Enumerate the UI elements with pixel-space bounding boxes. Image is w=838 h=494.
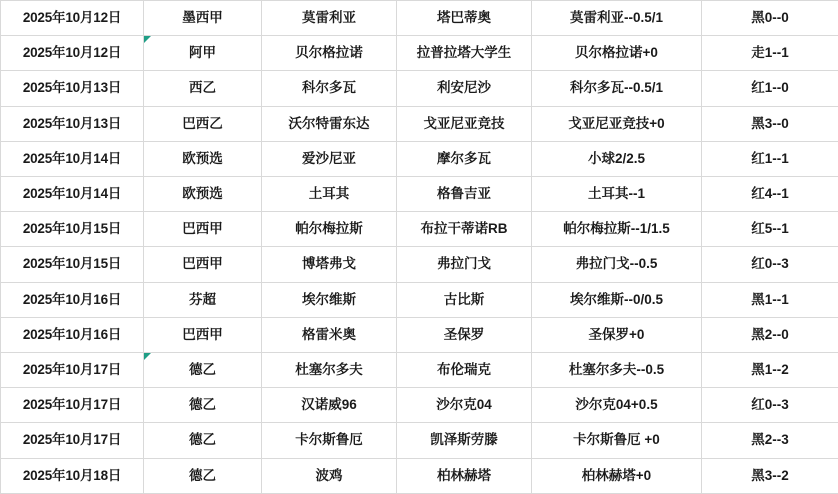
handicap-pick: 贝尔格拉诺+0 [532, 36, 702, 71]
table-row [1, 353, 838, 388]
handicap-pick: 杜塞尔多夫--0.5 [532, 353, 702, 388]
match-result: 黑2--0 [702, 317, 838, 352]
match-date: 2025年10月14日 [1, 177, 144, 212]
match-result: 黑2--3 [702, 423, 838, 458]
home-team: 科尔多瓦 [262, 71, 397, 106]
handicap-pick: 圣保罗+0 [532, 317, 702, 352]
match-date: 2025年10月12日 [1, 1, 144, 36]
away-team: 圣保罗 [397, 317, 532, 352]
handicap-pick: 柏林赫塔+0 [532, 458, 702, 493]
handicap-pick: 卡尔斯鲁厄 +0 [532, 423, 702, 458]
table-row [1, 141, 838, 176]
match-result: 走1--1 [702, 36, 838, 71]
league-name: 欧预选 [144, 177, 262, 212]
match-result: 红0--3 [702, 388, 838, 423]
match-date: 2025年10月17日 [1, 353, 144, 388]
home-team: 卡尔斯鲁厄 [262, 423, 397, 458]
match-date: 2025年10月12日 [1, 36, 144, 71]
handicap-pick: 帕尔梅拉斯--1/1.5 [532, 212, 702, 247]
handicap-pick: 莫雷利亚--0.5/1 [532, 1, 702, 36]
away-team: 凯泽斯劳滕 [397, 423, 532, 458]
handicap-pick: 埃尔维斯--0/0.5 [532, 282, 702, 317]
league-name: 巴西乙 [144, 106, 262, 141]
away-team: 戈亚尼亚竞技 [397, 106, 532, 141]
match-date: 2025年10月15日 [1, 212, 144, 247]
handicap-pick: 沙尔克04+0.5 [532, 388, 702, 423]
match-result: 黑1--2 [702, 353, 838, 388]
home-team: 汉诺威96 [262, 388, 397, 423]
home-team: 埃尔维斯 [262, 282, 397, 317]
match-date: 2025年10月16日 [1, 282, 144, 317]
match-date: 2025年10月13日 [1, 71, 144, 106]
match-date: 2025年10月15日 [1, 247, 144, 282]
league-name: 西乙 [144, 71, 262, 106]
match-date: 2025年10月17日 [1, 423, 144, 458]
league-name: 芬超 [144, 282, 262, 317]
away-team: 柏林赫塔 [397, 458, 532, 493]
match-result: 红4--1 [702, 177, 838, 212]
handicap-pick: 戈亚尼亚竞技+0 [532, 106, 702, 141]
away-team: 塔巴蒂奥 [397, 1, 532, 36]
table-row [1, 282, 838, 317]
away-team: 摩尔多瓦 [397, 141, 532, 176]
home-team: 杜塞尔多夫 [262, 353, 397, 388]
home-team: 土耳其 [262, 177, 397, 212]
match-date: 2025年10月13日 [1, 106, 144, 141]
match-date: 2025年10月17日 [1, 388, 144, 423]
table-row [1, 36, 838, 71]
match-date: 2025年10月14日 [1, 141, 144, 176]
league-name: 德乙 [144, 388, 262, 423]
away-team: 古比斯 [397, 282, 532, 317]
table-body [1, 1, 838, 494]
handicap-pick: 小球2/2.5 [532, 141, 702, 176]
table-row [1, 71, 838, 106]
table-row [1, 388, 838, 423]
league-name: 德乙 [144, 353, 262, 388]
league-name: 欧预选 [144, 141, 262, 176]
league-name: 巴西甲 [144, 212, 262, 247]
table-row [1, 317, 838, 352]
league-name: 德乙 [144, 458, 262, 493]
league-name: 巴西甲 [144, 247, 262, 282]
handicap-pick: 土耳其--1 [532, 177, 702, 212]
match-result: 黑3--2 [702, 458, 838, 493]
table-row [1, 106, 838, 141]
table-row [1, 458, 838, 493]
away-team: 布伦瑞克 [397, 353, 532, 388]
league-name: 德乙 [144, 423, 262, 458]
match-date: 2025年10月16日 [1, 317, 144, 352]
away-team: 布拉干蒂诺RB [397, 212, 532, 247]
match-result: 红5--1 [702, 212, 838, 247]
table-row [1, 1, 838, 36]
match-date: 2025年10月18日 [1, 458, 144, 493]
home-team: 莫雷利亚 [262, 1, 397, 36]
table-row [1, 247, 838, 282]
match-result: 黑1--1 [702, 282, 838, 317]
home-team: 贝尔格拉诺 [262, 36, 397, 71]
match-result: 红1--1 [702, 141, 838, 176]
away-team: 利安尼沙 [397, 71, 532, 106]
match-result: 黑0--0 [702, 1, 838, 36]
match-result: 红1--0 [702, 71, 838, 106]
match-result: 黑3--0 [702, 106, 838, 141]
league-name: 巴西甲 [144, 317, 262, 352]
away-team: 沙尔克04 [397, 388, 532, 423]
home-team: 格雷米奥 [262, 317, 397, 352]
league-name: 阿甲 [144, 36, 262, 71]
handicap-pick: 弗拉门戈--0.5 [532, 247, 702, 282]
handicap-pick: 科尔多瓦--0.5/1 [532, 71, 702, 106]
league-name: 墨西甲 [144, 1, 262, 36]
home-team: 爱沙尼亚 [262, 141, 397, 176]
home-team: 波鸡 [262, 458, 397, 493]
table-row [1, 423, 838, 458]
table-row [1, 212, 838, 247]
home-team: 博塔弗戈 [262, 247, 397, 282]
away-team: 格鲁吉亚 [397, 177, 532, 212]
away-team: 弗拉门戈 [397, 247, 532, 282]
table-row [1, 177, 838, 212]
away-team: 拉普拉塔大学生 [397, 36, 532, 71]
home-team: 帕尔梅拉斯 [262, 212, 397, 247]
match-result: 红0--3 [702, 247, 838, 282]
home-team: 沃尔特雷东达 [262, 106, 397, 141]
